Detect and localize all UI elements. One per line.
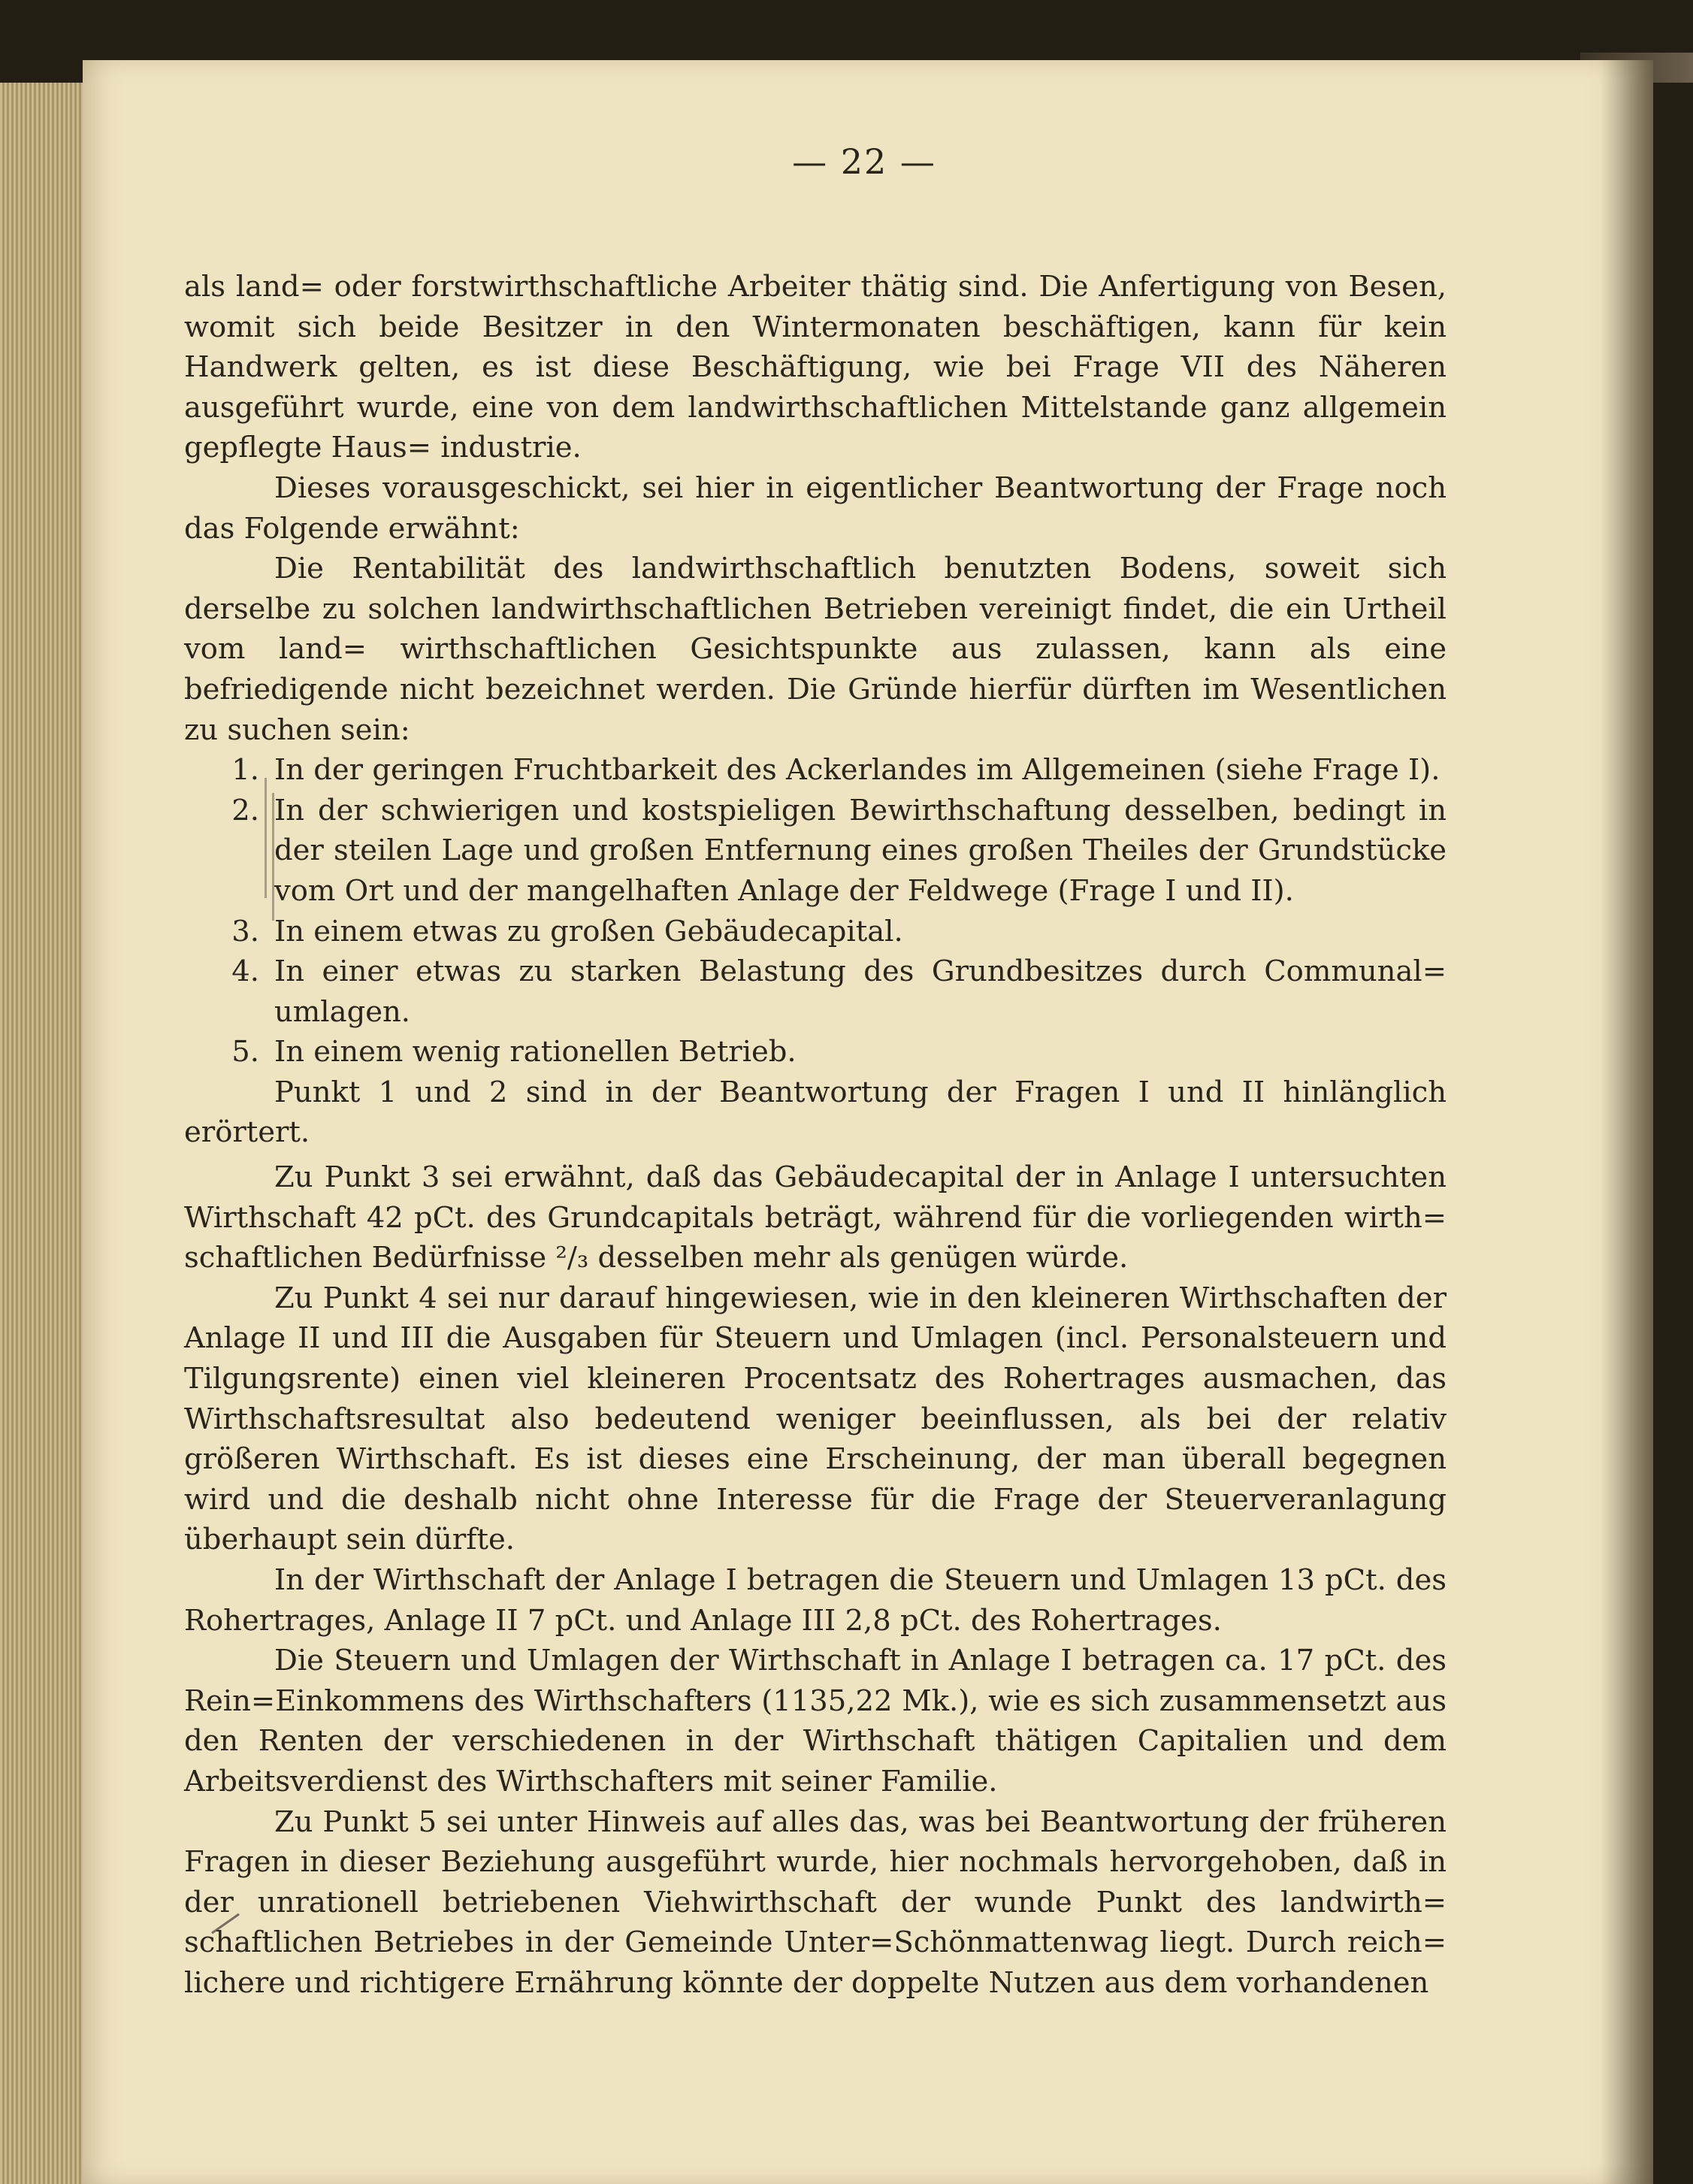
list-item-text: In einer etwas zu starken Belastung des Grundbesitzes durch Communal= umlagen. — [274, 954, 1447, 1029]
list-item-text: In der schwierigen und kostspieligen Bewirthschaftung desselben, bedingt in der steilen Lage und großen Entfernung eines großen Theiles der Grundstücke vom Ort und der mangelhaften Anlage der Feldwege (Frage I und II). — [274, 793, 1447, 908]
list-item-number: 2. — [231, 793, 259, 827]
paragraph: Die Rentabilität des landwirthschaftlich benutzten Bodens, soweit sich derselbe zu solchen landwirthschaftlichen Betrieben vereinigt findet, die ein Urtheil vom land= wirthschaftlichen Gesichtspunkte aus zulassen, kann als eine befriedigende nicht bezeichnet werden. Die Gründe hierfür dürften im Wesentlichen zu suchen sein: — [184, 552, 1447, 747]
list-item-text: In einem etwas zu großen Gebäudecapital. — [274, 914, 903, 948]
pencil-margin-mark — [265, 778, 267, 898]
paragraph: In der Wirthschaft der Anlage I betragen die Steuern und Umlagen 13 pCt. des Rohertrages, Anlage II 7 pCt. und Anlage III 2,8 pCt. des Rohertrages. — [184, 1563, 1447, 1638]
list-item — [184, 1032, 1447, 1072]
list-item — [184, 750, 1447, 791]
paragraph: Die Steuern und Umlagen der Wirthschaft in Anlage I betragen ca. 17 pCt. des Rein=Einkommens des Wirthschafters (1135,22 Mk.), wie es sich zusammensetzt aus den Renten der verschiedenen in der Wirthschaft thätigen Capitalien und dem Arbeitsverdienst des Wirthschafters mit seiner Familie. — [184, 1644, 1447, 1798]
paragraph: als land= oder forstwirthschaftliche Arbeiter thätig sind. Die Anfertigung von Besen, womit sich beide Besitzer in den Wintermonaten beschäftigen, kann für kein Handwerk gelten, es ist diese Beschäftigung, wie bei Frage VII des Näheren ausgeführt wurde, eine von dem landwirthschaftlichen Mittelstande ganz allgemein gepflegte Haus= industrie. — [184, 270, 1447, 465]
list-item-text: In einem wenig rationellen Betrieb. — [274, 1035, 797, 1069]
list-item-number: 3. — [231, 914, 259, 948]
list-item — [184, 791, 1447, 912]
list-item-number: 1. — [231, 753, 259, 788]
paragraph: Dieses vorausgeschickt, sei hier in eigentlicher Beantwortung der Frage noch das Folgende erwähnt: — [184, 470, 1447, 546]
page-gutter-shadow — [1601, 60, 1653, 2184]
body-text — [184, 267, 1447, 2004]
page-number: — 22 — — [792, 141, 936, 182]
list-item-number: 5. — [231, 1035, 259, 1069]
list-item — [184, 951, 1447, 1032]
paragraph: Punkt 1 und 2 sind in der Beantwortung der Fragen I und II hinlänglich erörtert. — [184, 1075, 1447, 1150]
paragraph: Zu Punkt 4 sei nur darauf hingewiesen, wie in den kleineren Wirthschaften der Anlage II und III die Ausgaben für Steuern und Umlagen (incl. Personalsteuern und Tilgungsrente) einen viel kleineren Procentsatz des Rohertrages ausmachen, das Wirthschaftsresultat also bedeutend weniger beeinflussen, als bei der relativ größeren Wirthschaft. Es ist dieses eine Erscheinung, der man überall begegnen wird und die deshalb nicht ohne Interesse für die Frage der Steuerveranlagung überhaupt sein dürfte. — [184, 1281, 1447, 1557]
paragraph: Zu Punkt 5 sei unter Hinweis auf alles das, was bei Beantwortung der früheren Fragen in dieser Beziehung ausgeführt wurde, hier nochmals hervorgehoben, daß in der unrationell betriebenen Viehwirthschaft der wunde Punkt des landwirth= schaftlichen Betriebes in der Gemeinde Unter=Schönmattenwag liegt. Durch reich= lichere und richtigere Ernährung könnte der doppelte Nutzen aus dem vorhandenen — [184, 1804, 1447, 2000]
paragraph: Zu Punkt 3 sei erwähnt, daß das Gebäudecapital der in Anlage I untersuchten Wirthschaft 42 pCt. des Grundcapitals beträgt, während für die vorliegenden wirth= schaftlichen Bedürfnisse ²/₃ desselben mehr als genügen würde. — [184, 1160, 1447, 1275]
list-item-text: In der geringen Fruchtbarkeit des Ackerlandes im Allgemeinen (siehe Frage I). — [274, 753, 1441, 788]
list-item — [184, 912, 1447, 952]
list-item-number: 4. — [231, 954, 259, 989]
pencil-margin-mark — [272, 793, 274, 921]
